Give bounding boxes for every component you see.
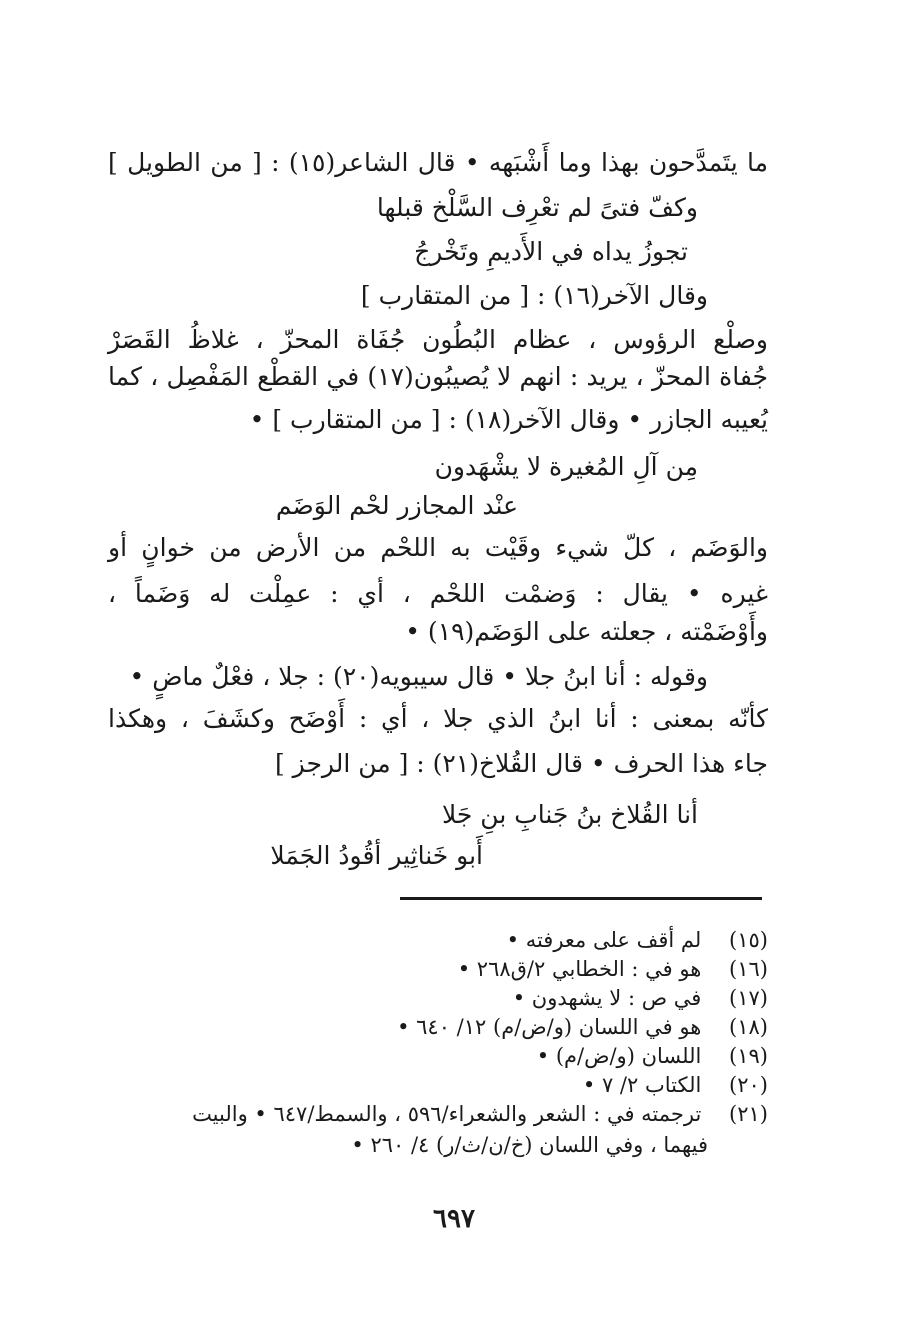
footnote-separator xyxy=(400,897,762,900)
verse-line-1: وكفّ فتىً لم تعْرِف السَّلْخ قبلها xyxy=(376,193,698,222)
body-line-2: وقال الآخر(١٦) : [ من المتقارب ] xyxy=(360,281,708,310)
footnote-number: (١٧) xyxy=(729,986,768,1010)
body-line-3: وصلْع الرؤوس ، عظام البُطُون جُفَاة المحزّ ، غلاظُ القَصَرْ xyxy=(108,325,768,354)
verse-line-2: تجوزُ يداه في الأَديمِ وتَخْرجُ xyxy=(414,237,688,266)
footnote-text: هو في اللسان (و/ض/م) ١٢/ ٦٤٠ • xyxy=(397,1015,702,1039)
body-line-8: وأَوْضَمْته ، جعلته على الوَضَم(١٩) • xyxy=(405,617,768,646)
footnote-text: اللسان (و/ض/م) • xyxy=(536,1044,702,1068)
footnote-number: (٢١) xyxy=(729,1102,768,1126)
body-line-5: يُعيبه الجازر • وقال الآخر(١٨) : [ من المتقارب ] • xyxy=(249,405,768,434)
verse-line-5: أنا القُلاخ بنُ جَنابِ بنِ جَلا xyxy=(441,800,698,829)
body-line-7: غيره • يقال : وَضمْت اللحْم ، أي : عمِلْت له وَضَماً ، xyxy=(108,579,768,608)
body-line-6: والوَضَم ، كلّ شيء وقَيْت به اللحْم من الأرض من خوانٍ أو xyxy=(108,533,768,562)
verse-line-6: أَبو خَناثِير أقُودُ الجَمَلا xyxy=(270,841,483,870)
footnote-text: لم أقف على معرفته • xyxy=(506,928,702,952)
footnote-19 xyxy=(537,1042,768,1070)
body-line-9: وقوله : أنا ابنُ جلا • قال سيبويه(٢٠) : جلا ، فعْلٌ ماضٍ • xyxy=(129,662,708,691)
footnote-number: (١٨) xyxy=(729,1015,768,1039)
footnote-21-continuation: فيهما ، وفي اللسان (خ/ن/ث/ر) ٤/ ٢٦٠ • xyxy=(351,1133,708,1157)
footnote-number: (١٥) xyxy=(729,928,768,952)
footnote-21 xyxy=(192,1100,768,1128)
footnote-text: في ص : لا يشهدون • xyxy=(512,986,702,1010)
body-line-1: ما يتَمدَّحون بهذا وما أَشْبَهه • قال الشاعر(١٥) : [ من الطويل ] xyxy=(108,148,768,177)
footnote-number: (١٩) xyxy=(729,1044,768,1068)
body-line-10: كأنّه بمعنى : أنا ابنُ الذي جلا ، أي : أَوْضَح وكشَفَ ، وهكذا xyxy=(108,704,768,733)
footnote-16 xyxy=(458,955,768,983)
footnote-text: هو في : الخطابي ٢/ق٢٦٨ • xyxy=(457,957,702,981)
footnote-text: الكتاب ٢/ ٧ • xyxy=(582,1073,702,1097)
footnote-15 xyxy=(507,926,768,954)
footnote-20 xyxy=(583,1071,768,1099)
footnote-17 xyxy=(513,984,768,1012)
footnote-text: ترجمته في : الشعر والشعراء/٥٩٦ ، والسمط/٦٤٧ • والبيت xyxy=(192,1102,702,1126)
verse-line-4: عنْد المجازر لحْم الوَضَم xyxy=(275,491,518,520)
footnote-18 xyxy=(397,1013,768,1041)
body-line-11: جاء هذا الحرف • قال القُلاخ(٢١) : [ من الرجز ] xyxy=(274,749,768,778)
body-line-4: جُفاة المحزّ ، يريد : انهم لا يُصيبُون(١٧) في القطْع المَفْصِل ، كما xyxy=(108,362,768,391)
page-number: ٦٩٧ xyxy=(433,1204,475,1234)
footnote-number: (٢٠) xyxy=(729,1073,768,1097)
footnote-number: (١٦) xyxy=(729,957,768,981)
verse-line-3: مِن آلِ المُغيرة لا يشْهَدون xyxy=(434,452,698,481)
